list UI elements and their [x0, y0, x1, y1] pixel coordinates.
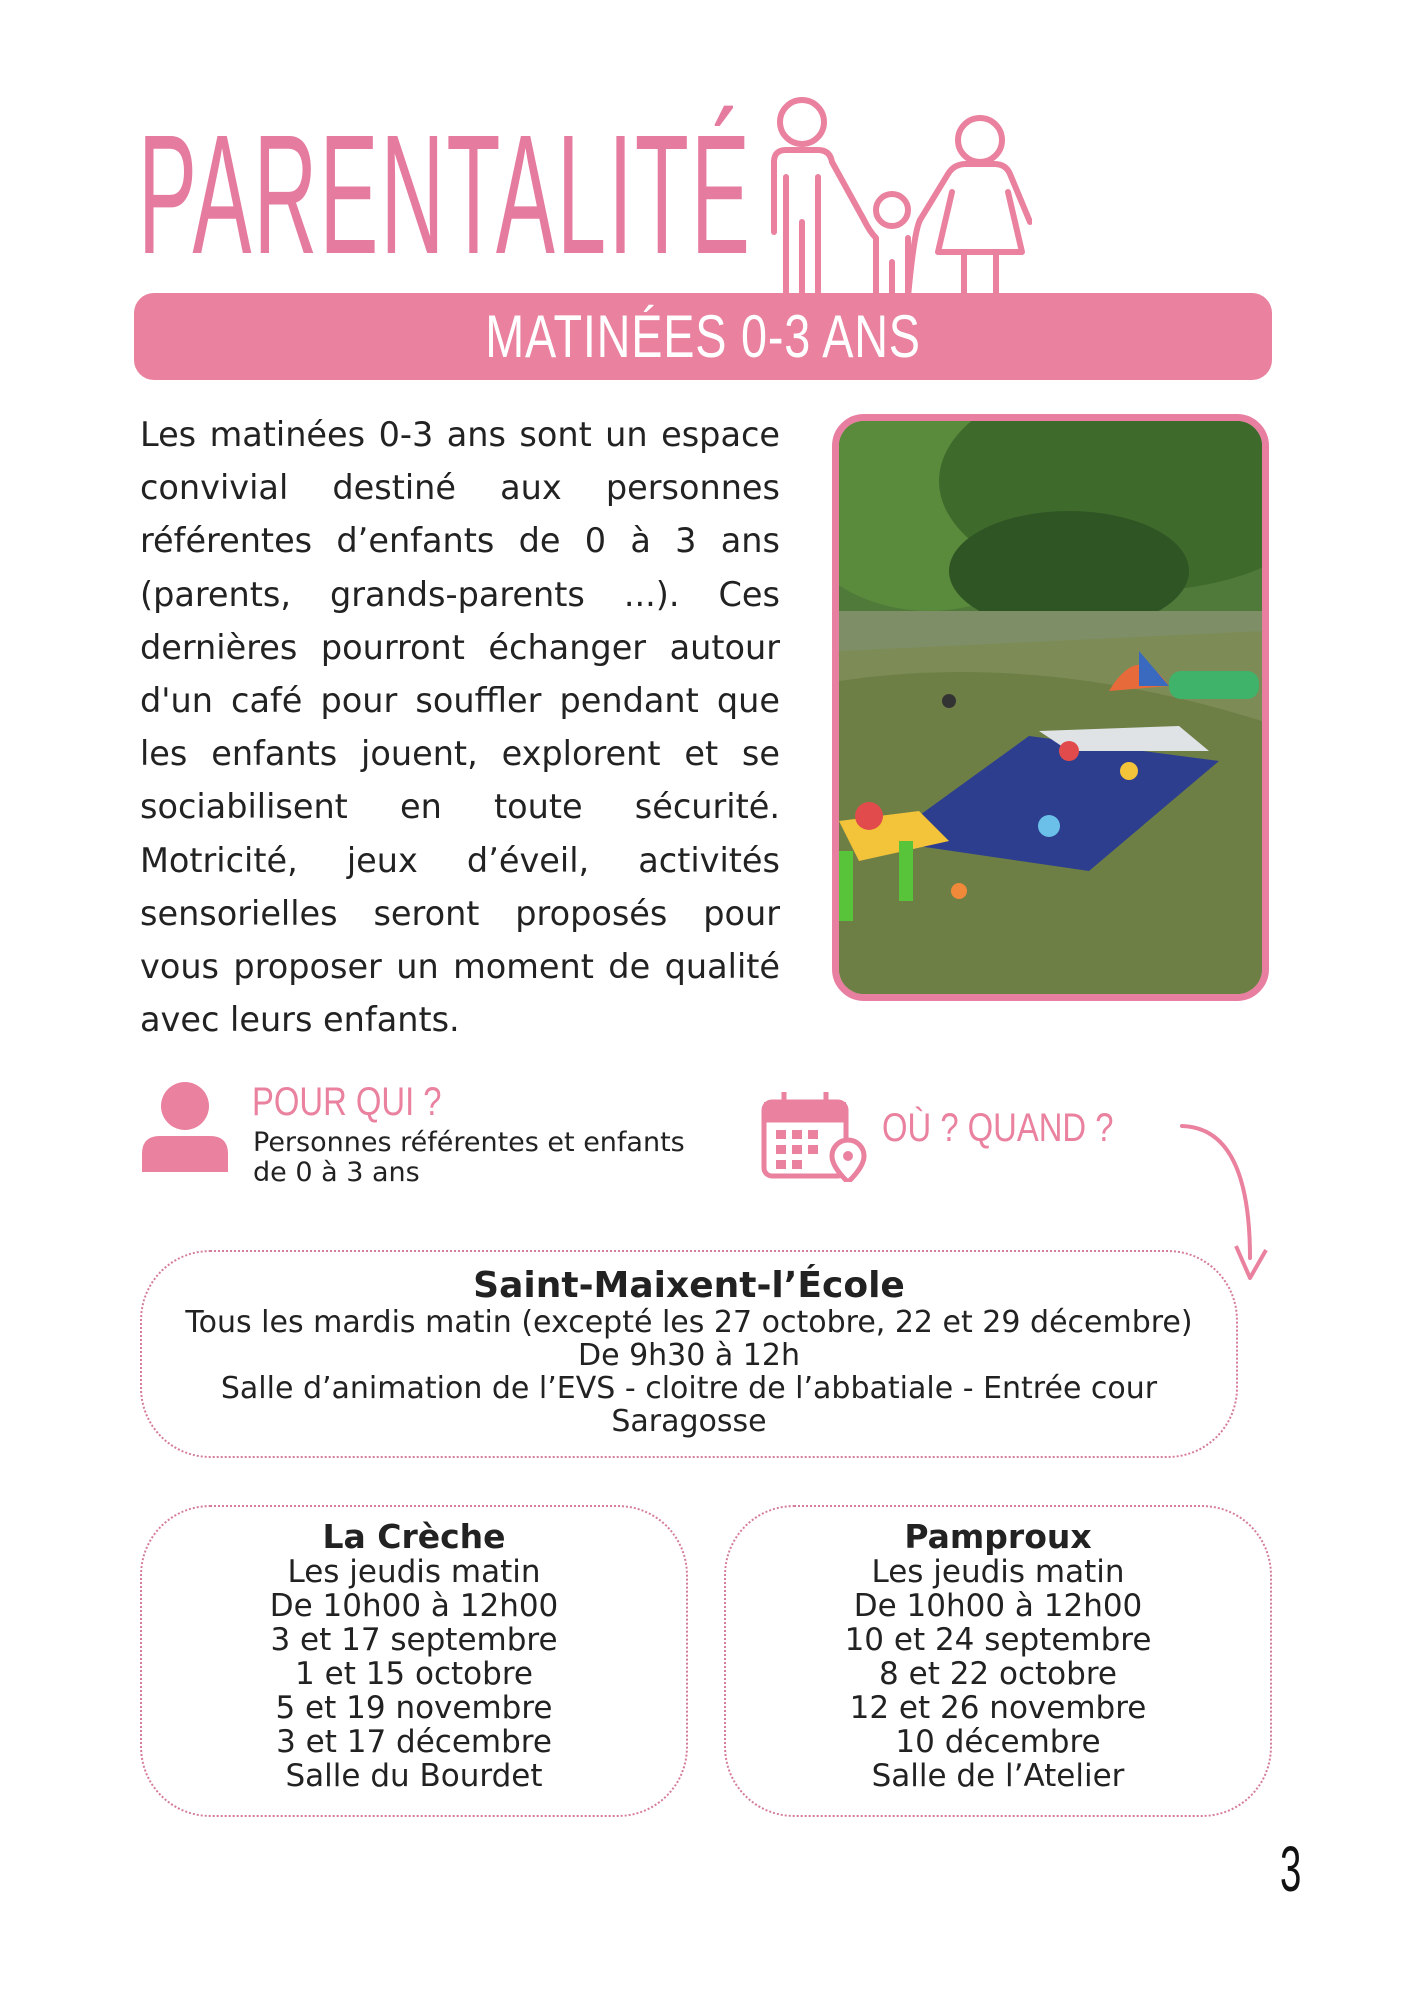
pour-qui-text [253, 1128, 723, 1188]
location-pamproux [724, 1505, 1272, 1817]
location-line: De 9h30 à 12h [577, 1338, 800, 1373]
ou-quand-title: OÙ ? QUAND ? [882, 1106, 1114, 1150]
location-line: Salle d’animation de l’EVS - cloitre de l’abbatiale - Entrée cour [220, 1371, 1158, 1406]
location-line: 5 et 19 novembre [275, 1690, 553, 1726]
location-name: La Crèche [322, 1517, 506, 1556]
location-line: Saragosse [611, 1404, 767, 1439]
calendar-location-icon [760, 1090, 870, 1182]
location-line: 12 et 26 novembre [849, 1690, 1147, 1726]
banner-title: MATINÉES 0-3 ANS [485, 303, 921, 370]
location-line: Les jeudis matin [871, 1554, 1125, 1590]
location-line: 3 et 17 décembre [276, 1724, 552, 1760]
location-line: Salle de l’Atelier [871, 1758, 1125, 1794]
location-line: 10 décembre [895, 1724, 1101, 1760]
page-title: PARENTALITÉ [138, 100, 752, 290]
location-line: Les jeudis matin [287, 1554, 541, 1590]
pour-qui-title: POUR QUI ? [252, 1080, 442, 1124]
pour-qui-line: Personnes référentes et enfants [253, 1127, 685, 1158]
location-la-creche [140, 1505, 688, 1817]
person-icon [140, 1082, 230, 1172]
location-line: De 10h00 à 12h00 [269, 1588, 559, 1624]
location-name: Pamproux [904, 1517, 1092, 1556]
playground-photo-illustration [839, 421, 1262, 994]
location-line: 8 et 22 octobre [879, 1656, 1117, 1692]
location-line: 1 et 15 octobre [295, 1656, 533, 1692]
location-line: Tous les mardis matin (excepté les 27 octobre, 22 et 29 décembre) [185, 1305, 1193, 1340]
location-line: Salle du Bourdet [285, 1758, 543, 1794]
location-line: 10 et 24 septembre [844, 1622, 1152, 1658]
playground-photo [832, 414, 1269, 1001]
location-line: De 10h00 à 12h00 [853, 1588, 1143, 1624]
page-number: 3 [1280, 1833, 1302, 1905]
location-line: 3 et 17 septembre [270, 1622, 558, 1658]
location-name: Saint-Maixent-l’École [473, 1265, 905, 1306]
section-banner [134, 293, 1272, 380]
pour-qui-line: de 0 à 3 ans [253, 1157, 420, 1188]
location-saint-maixent [140, 1250, 1238, 1458]
intro-paragraph: Les matinées 0-3 ans sont un espace convivial destiné aux personnes référentes d’enfants de 0 à 3 ans (parents, grands-parents ...). Ces dernières pourront échanger autour d'un café pour souffler pendant que les enfants jouent, explorent et se sociabilisent en toute sécurité. Motricité, jeux d’éveil, activités sensorielles seront proposés pour vous proposer un moment de qualité avec leurs enfants. [140, 415, 780, 1040]
family-icon [752, 92, 1032, 302]
